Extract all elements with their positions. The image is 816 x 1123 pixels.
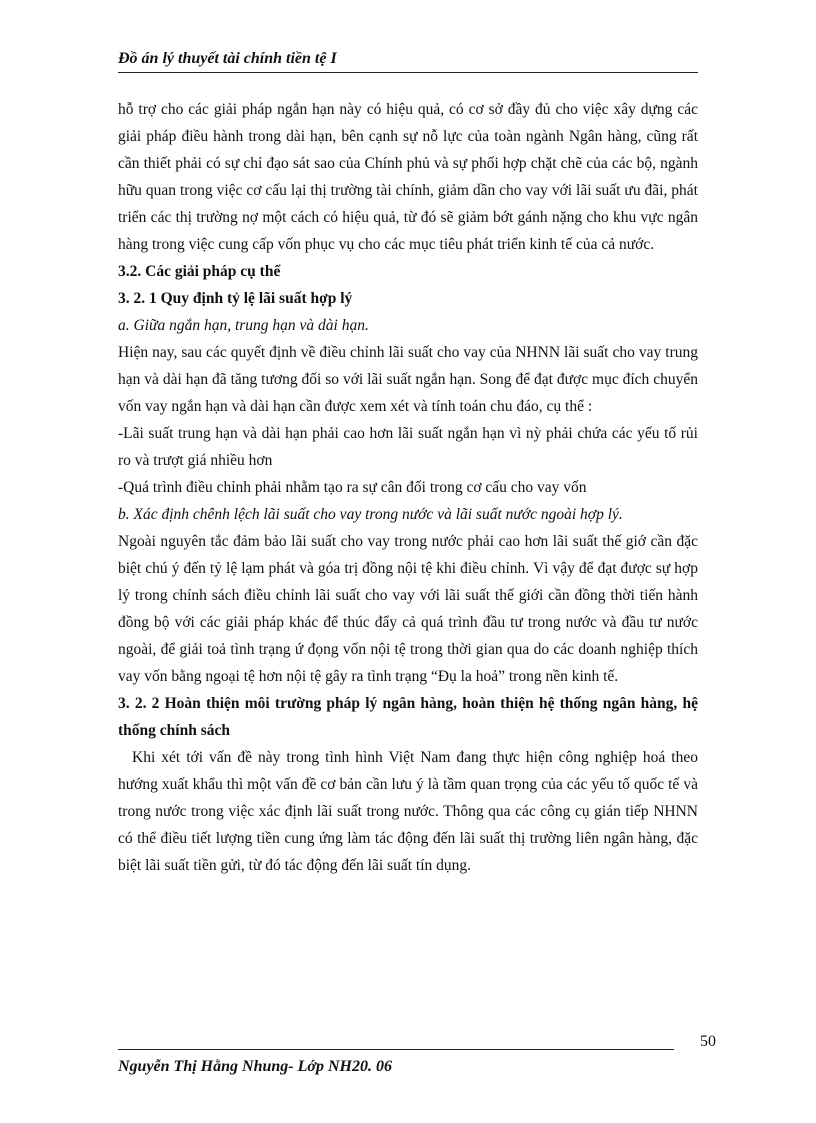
section-heading-3-2: 3.2. Các giải pháp cụ thể bbox=[118, 263, 281, 280]
bullet-item: -Lãi suất trung hạn và dài hạn phải cao hơn lãi suất ngắn hạn vì nỳ phải chứa các yếu tố rủi ro và trượt giá nhiều hơn bbox=[118, 425, 698, 469]
page-number: 50 bbox=[700, 1033, 716, 1050]
paragraph-b: Ngoài nguyên tắc đảm bảo lãi suất cho vay trong nước phải cao hơn lãi suất thế giớ cần đặc biệt chú ý đến tỷ lệ lạm phát và góa trị đồng nội tệ khi điều chỉnh. Vì vậy để đạt được sự hợp lý trong chính sách điều chỉnh lãi suất cho vay với lãi suất thế giới cần đồng thời tiến hành đồng bộ với các giải pháp khác để thúc đẩy cả quá trình đầu tư trong nước và đầu tư nước ngoài, để giải toả tình trạng ứ đọng vốn nội tệ trong thời gian qua do các doanh nghiệp thích vay vốn bằng ngoại tệ hơn nội tệ gây ra tình trạng “Đụ la hoả” trong nền kinh tế. bbox=[118, 533, 698, 685]
intro-paragraph: hỗ trợ cho các giải pháp ngắn hạn này có hiệu quả, có cơ sở đầy đủ cho việc xây dựng các giải pháp điều hành trong dài hạn, bên cạnh sự nỗ lực của toàn ngành Ngân hàng, cũng rất cần thiết phải có sự chỉ đạo sát sao của Chính phủ và sự phối hợp chặt chẽ của các bộ, ngành hữu quan trong việc cơ cấu lại thị trường tài chính, giảm dần cho vay với lãi suất ưu đãi, phát triển các thị trường nợ một cách có hiệu quả, từ đó sẽ giảm bớt gánh nặng cho khu vực ngân hàng trong việc cung cấp vốn phục vụ cho các mục tiêu phát triển kinh tế của cả nước. bbox=[118, 101, 698, 253]
document-body bbox=[118, 96, 698, 879]
paragraph-c: Khi xét tới vấn đề này trong tình hình Việt Nam đang thực hiện công nghiệp hoá theo hướng xuất khẩu thì một vấn đề cơ bản cần lưu ý là tầm quan trọng của các yếu tố quốc tế và trong nước trong việc xác định lãi suất trong nước. Thông qua các công cụ gián tiếp NHNN có thể điều tiết lượng tiền cung ứng làm tác động đến lãi suất thị trường liên ngân hàng, đặc biệt lãi suất tiền gửi, từ đó tác động đến lãi suất tín dụng. bbox=[118, 749, 698, 874]
bullet-item: -Quá trình điều chỉnh phải nhằm tạo ra sự cân đối trong cơ cấu cho vay vốn bbox=[118, 479, 587, 496]
paragraph-a: Hiện nay, sau các quyết định về điều chỉnh lãi suất cho vay của NHNN lãi suất cho vay trung hạn và dài hạn đã tăng tương đối so với lãi suất ngắn hạn. Song để đạt được mục đích chuyển vốn vay ngắn hạn và dài hạn cần được xem xét và tính toán chu đáo, cụ thể : bbox=[118, 344, 698, 415]
footer-author: Nguyễn Thị Hằng Nhung- Lớp NH20. 06 bbox=[118, 1058, 392, 1075]
section-heading-3-2-2: 3. 2. 2 Hoàn thiện môi trường pháp lý ngân hàng, hoàn thiện hệ thống ngân hàng, hệ thống chính sách bbox=[118, 695, 698, 739]
page-header-title: Đồ án lý thuyết tài chính tiền tệ I bbox=[118, 50, 337, 67]
subheading-b: b. Xác định chênh lệch lãi suất cho vay trong nước và lãi suất nước ngoài hợp lý. bbox=[118, 506, 623, 523]
header-divider bbox=[118, 72, 698, 73]
section-heading-3-2-1: 3. 2. 1 Quy định tỷ lệ lãi suất hợp lý bbox=[118, 290, 353, 307]
footer-divider bbox=[118, 1049, 674, 1050]
subheading-a: a. Giữa ngắn hạn, trung hạn và dài hạn. bbox=[118, 317, 369, 334]
